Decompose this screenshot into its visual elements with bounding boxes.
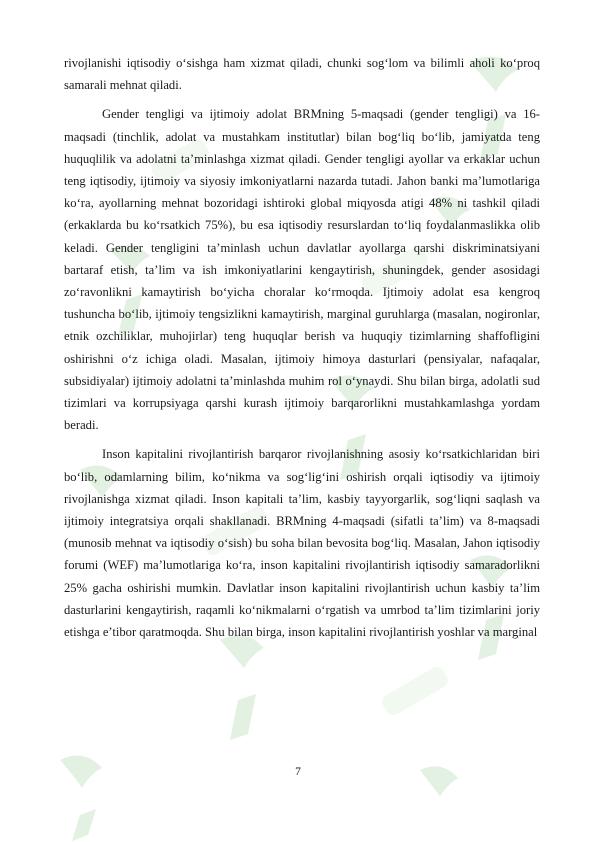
paragraph-human-capital: Inson kapitalini rivojlantirish barqaror rivojlanishning asosiy ko‘rsatkichlaridan biri bo‘lib, odamlarning bilim, ko‘nikma va sog‘lig‘ini oshirish orqali iqtisodiy va ijtimoiy rivojlanishga xizmat qiladi. Inson kapitali ta’lim, kasbiy tayyorgarlik, sog‘liqni saqlash va ijtimoiy integratsiya orqali shakllanadi. BRMning 4-maqsadi (sifatli ta’lim) va 8-maqsadi (munosib mehnat va iqtisodiy o‘sish) bu soha bilan bevosita bog‘liq. Masalan, Jahon iqtisodiy forumi (WEF) ma’lumotlariga ko‘ra, inson kapitalini rivojlantirish iqtisodiy samaradorlikni 25% gacha oshirishi mumkin. Davlatlar inson kapitalini rivojlantirish uchun kasbiy ta’lim dasturlarini kengaytirish, raqamli ko‘nikmalarni o‘rgatish va umrbod ta’lim tizimlarini joriy etishga e’tibor qaratmoqda. Shu bilan birga, inson kapitalini rivojlantirish yoshlar va marginal (64, 447, 540, 640)
page-number: 7 (295, 766, 301, 778)
paragraph-gender-equality: Gender tengligi va ijtimoiy adolat BRMning 5-maqsadi (gender tengligi) va 16-maqsadi (tinchlik, adolat va mustahkam institutlar) bilan bog‘liq bo‘lib, jamiyatda teng huquqlilik va adolatni ta’minlashga xizmat qiladi. Gender tengligi ayollar va erkaklar uchun teng iqtisodiy, ijtimoiy va siyosiy imkoniyatlarni nazarda tutadi. Jahon banki ma’lumotlariga ko‘ra, ayollarning mehnat bozoridagi ishtiroki global miqyosda atigi 48% ni tashkil qiladi (erkaklarda bu ko‘rsatkich 75%), bu esa iqtisodiy resurslardan to‘liq foydalanmaslikka olib keladi. Gender tengligini ta’minlash uchun davlatlar ayollarga qarshi diskriminatsiyani bartaraf etish, ta’lim va ish imkoniyatlarini kengaytirish, shuningdek, gender asosidagi zo‘ravonlikni kamaytirish bo‘yicha choralar ko‘rmoqda. Ijtimoiy adolat esa kengroq tushuncha bo‘lib, ijtimoiy tengsizlikni kamaytirish, marginal guruhlarga (masalan, nogironlar, etnik ozchiliklar, muhojirlar) teng huquqlar berish va huquqiy tizimlarning shaffofligini oshirishni o‘z ichiga oladi. Masalan, ijtimoiy himoya dasturlari (pensiyalar, nafaqalar, subsidiyalar) ijtimoiy adolatni ta’minlashda muhim rol o‘ynaydi. Shu bilan birga, adolatli sud tizimlari va korrupsiyaga qarshi kurash ijtimoiy barqarorlikni mustahkamlashga yordam beradi. (64, 107, 540, 433)
paragraph-continuation: rivojlanishi iqtisodiy o‘sishga ham xizmat qiladi, chunki sog‘lom va bilimli aholi ko‘proq samarali mehnat qiladi. (64, 56, 540, 93)
body-text (64, 52, 540, 643)
